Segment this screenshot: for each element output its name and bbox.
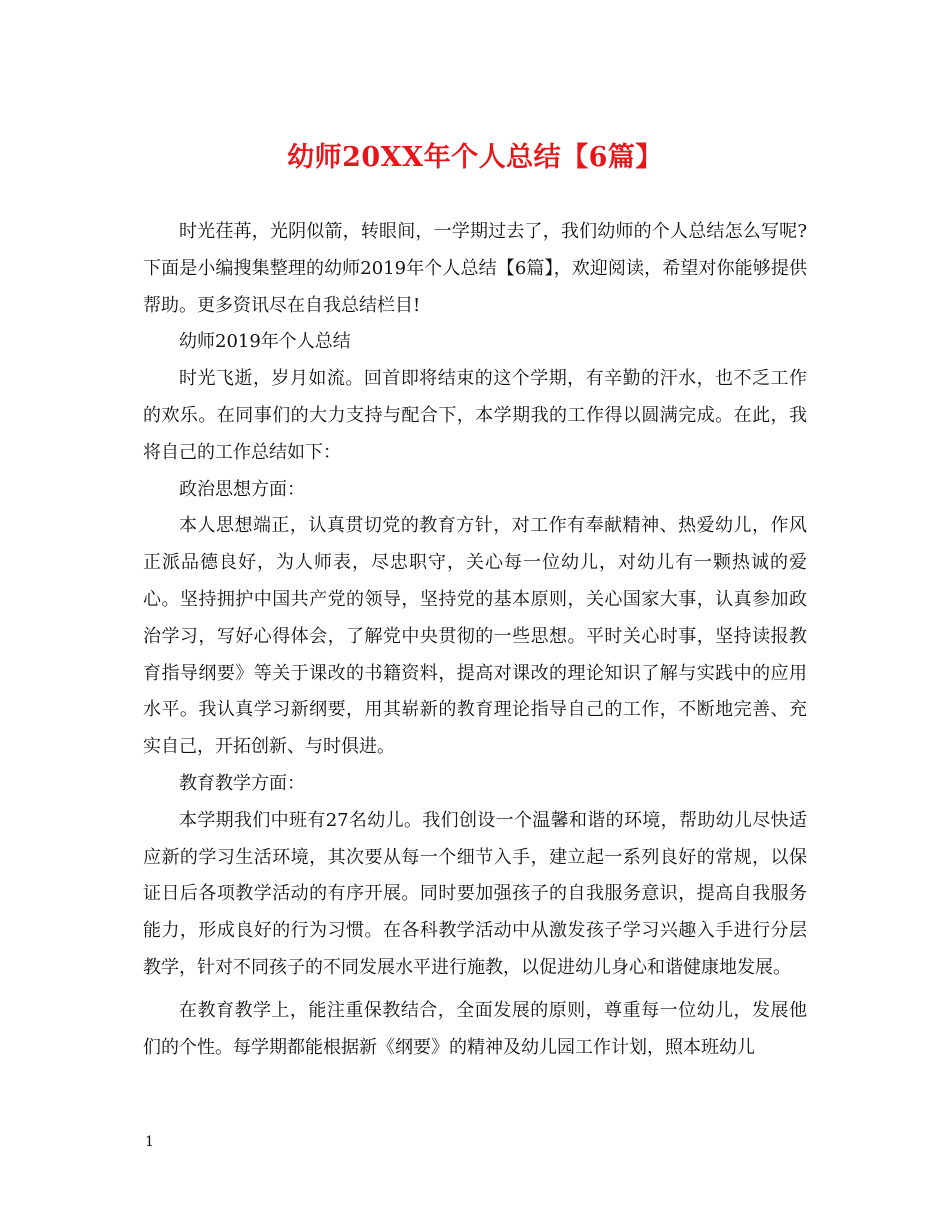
section-heading: 政治思想方面： xyxy=(179,478,305,500)
section-heading: 教育教学方面： xyxy=(179,772,305,794)
body-paragraph: 时光飞逝，岁月如流。回首即将结束的这个学期，有辛勤的汗水，也不乏工作的欢乐。在同事们的大力支持与配合下，本学期我的工作得以圆满完成。在此，我将自己的工作总结如下： xyxy=(143,368,807,463)
page-number: 1 xyxy=(145,1134,154,1150)
body-paragraph: 在教育教学上，能注重保教结合，全面发展的原则，尊重每一位幼儿，发展他们的个性。每学期都能根据新《纲要》的精神及幼儿园工作计划，照本班幼儿 xyxy=(143,999,807,1058)
document-body xyxy=(143,214,807,1066)
document-title: 幼师20XX年个人总结【6篇】 xyxy=(287,142,663,173)
section-heading: 幼师2019年个人总结 xyxy=(179,331,351,353)
body-paragraph: 本人思想端正，认真贯切党的教育方针，对工作有奉献精神、热爱幼儿，作风正派品德良好，为人师表，尽忠职守，关心每一位幼儿，对幼儿有一颗热诚的爱心。坚持拥护中国共产党的领导，坚持党的基本原则，关心国家大事，认真参加政治学习，写好心得体会，了解党中央贯彻的一些思想。平时关心时事，坚持读报教育指导纲要》等关于课改的书籍资料，提高对课改的理论知识了解与实践中的应用水平。我认真学习新纲要，用其崭新的教育理论指导自己的工作，不断地完善、充实自己，开拓创新、与时俱进。 xyxy=(143,515,807,758)
intro-paragraph: 时光荏苒，光阴似箭，转眼间，一学期过去了，我们幼师的个人总结怎么写呢?下面是小编搜集整理的幼师2019年个人总结【6篇】，欢迎阅读，希望对你能够提供帮助。更多资讯尽在自我总结栏目! xyxy=(143,221,807,316)
body-paragraph: 本学期我们中班有27名幼儿。我们创设一个温馨和谐的环境，帮助幼儿尽快适应新的学习生活环境，其次要从每一个细节入手，建立起一系列良好的常规，以保证日后各项教学活动的有序开展。同时要加强孩子的自我服务意识，提高自我服务能力，形成良好的行为习惯。在各科教学活动中从激发孩子学习兴趣入手进行分层教学，针对不同孩子的不同发展水平进行施教，以促进幼儿身心和谐健康地发展。 xyxy=(143,809,807,978)
